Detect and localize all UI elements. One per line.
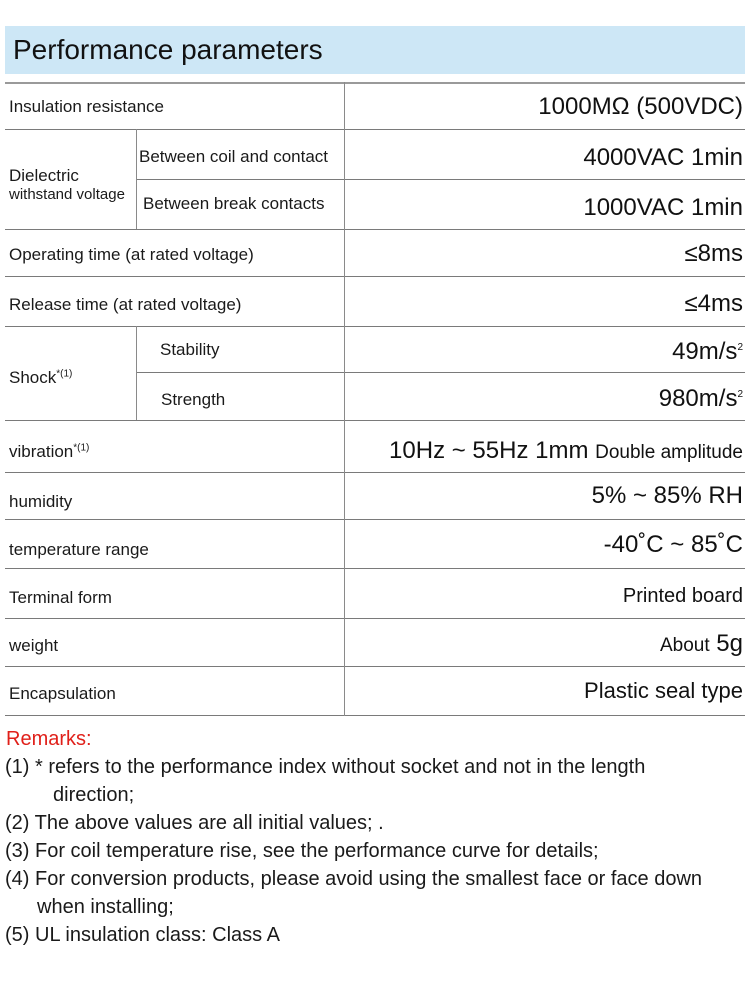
- temperature-label: temperature range: [9, 540, 149, 559]
- dielectric-label: [9, 167, 125, 204]
- release-time-value: ≤4ms: [684, 290, 743, 317]
- table-column-rule: [344, 82, 345, 716]
- strength-unit-exponent: 2: [737, 389, 743, 400]
- page-title: Performance parameters: [13, 34, 323, 65]
- insulation-label: Insulation resistance: [9, 97, 164, 116]
- weight-value: [660, 630, 743, 658]
- vibration-label-text: vibration: [9, 442, 74, 461]
- vibration-note: *(1): [73, 442, 90, 454]
- table-rule: [5, 82, 745, 84]
- table-rule: [5, 472, 745, 473]
- vibration-value: [389, 437, 743, 465]
- weight-value-text: 5g: [716, 630, 743, 657]
- remarks-title: Remarks:: [6, 728, 92, 750]
- remark-4-line1: (4) For conversion products, please avoid using the smallest face or face down: [5, 868, 703, 890]
- table-rule: [5, 715, 745, 716]
- coil-contact-label: Between coil and contact: [139, 147, 329, 166]
- break-contacts-label: Between break contacts: [143, 194, 325, 213]
- encapsulation-label: Encapsulation: [9, 684, 116, 703]
- table-rule: [5, 129, 745, 130]
- table-rule: [5, 420, 745, 421]
- table-rule: [5, 519, 745, 520]
- table-column-rule: [136, 129, 137, 229]
- dielectric-label-line2: withstand voltage: [9, 186, 125, 203]
- section-header: [5, 26, 745, 74]
- table-rule: [5, 229, 745, 230]
- stability-unit-exponent: 2: [737, 342, 743, 353]
- table-rule: [136, 372, 745, 373]
- strength-value: [659, 385, 743, 413]
- stability-label: Stability: [160, 340, 220, 359]
- shock-label: [9, 368, 72, 388]
- terminal-form-label: Terminal form: [9, 588, 112, 607]
- terminal-form-value: Printed board: [622, 585, 743, 607]
- operating-time-value: ≤8ms: [684, 240, 743, 267]
- humidity-value: 5% ~ 85% RH: [591, 482, 743, 509]
- remark-1: [5, 753, 645, 809]
- dielectric-label-line1: Dielectric: [9, 166, 79, 185]
- remark-1-line2: direction;: [53, 784, 135, 806]
- release-time-label: Release time (at rated voltage): [9, 295, 242, 314]
- table-rule: [5, 568, 745, 569]
- encapsulation-value: Plastic seal type: [584, 678, 743, 703]
- stability-value-text: 49m/s: [672, 338, 738, 365]
- remark-3: (3) For coil temperature rise, see the performance curve for details;: [5, 840, 599, 862]
- table-rule: [5, 618, 745, 619]
- shock-note: *(1): [56, 368, 73, 380]
- insulation-value: 1000MΩ (500VDC): [538, 93, 743, 120]
- coil-contact-value: 4000VAC 1min: [583, 144, 743, 171]
- remark-2: (2) The above values are all initial values; .: [5, 812, 384, 834]
- remark-5: (5) UL insulation class: Class A: [5, 924, 280, 946]
- operating-time-label: Operating time (at rated voltage): [9, 245, 254, 264]
- table-rule: [5, 276, 745, 277]
- vibration-value-text: 10Hz ~ 55Hz 1mm: [389, 437, 589, 464]
- table-column-rule: [136, 326, 137, 420]
- weight-label: weight: [9, 636, 59, 655]
- table-rule: [5, 666, 745, 667]
- table-rule: [136, 179, 745, 180]
- table-rule: [5, 326, 745, 327]
- vibration-value-suffix: Double amplitude: [595, 442, 743, 463]
- weight-value-prefix: About: [659, 635, 710, 656]
- strength-value-text: 980m/s: [658, 385, 738, 412]
- break-contacts-value: 1000VAC 1min: [583, 194, 743, 221]
- remark-4-line2: when installing;: [37, 896, 174, 918]
- stability-value: [672, 338, 743, 366]
- strength-label: Strength: [161, 390, 226, 409]
- remark-4: [5, 865, 702, 921]
- humidity-label: humidity: [9, 492, 73, 511]
- vibration-label: [9, 442, 89, 462]
- remark-1-line1: (1) * refers to the performance index without socket and not in the length: [5, 756, 646, 778]
- shock-label-text: Shock: [9, 368, 57, 387]
- temperature-value: -40˚C ~ 85˚C: [603, 531, 743, 558]
